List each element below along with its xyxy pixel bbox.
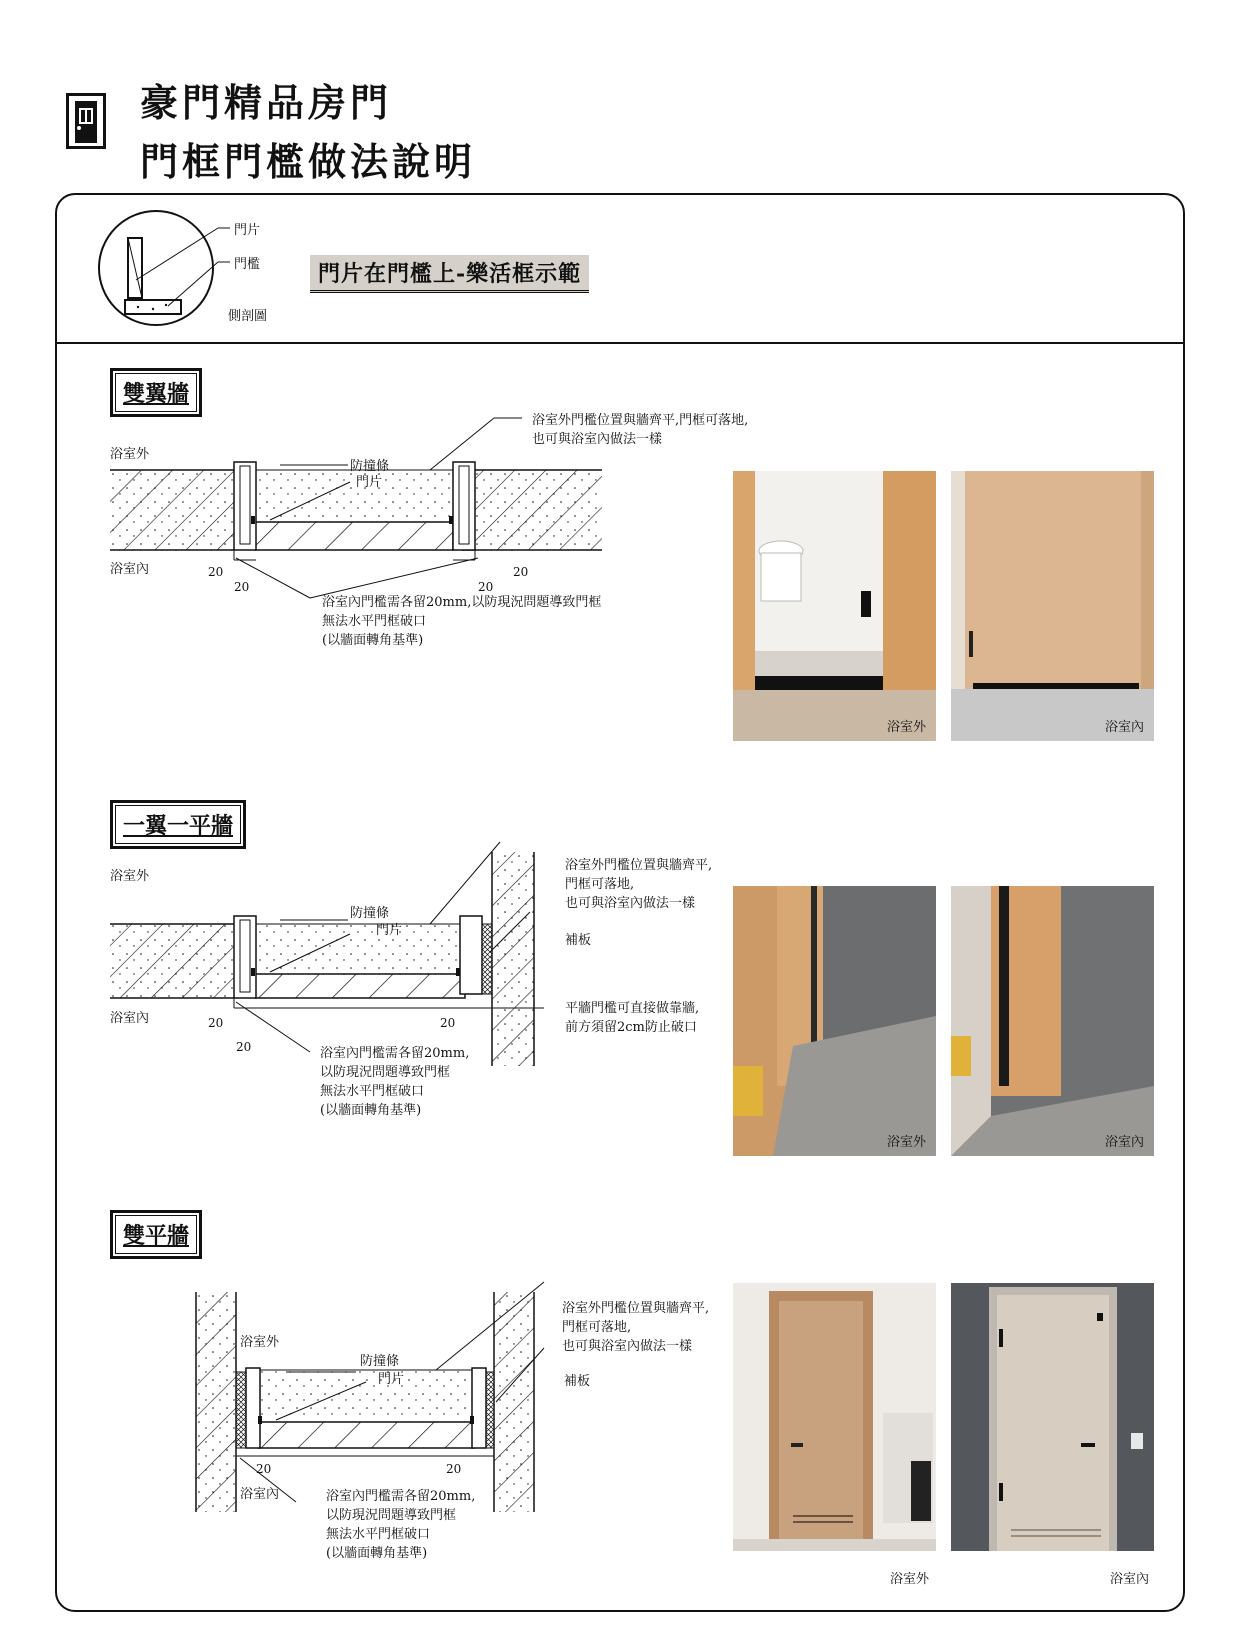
photo-bathroom-outside-2 bbox=[733, 886, 936, 1156]
section-1-outside-label: 浴室外 bbox=[110, 447, 150, 462]
dim-label: 20 bbox=[440, 1016, 456, 1030]
section-2-inside-label: 浴室內 bbox=[110, 1011, 150, 1026]
photo-bathroom-inside-3 bbox=[951, 1283, 1154, 1551]
dim-label: 20 bbox=[236, 1040, 252, 1054]
section-2-bumper-label: 防撞條 bbox=[350, 906, 390, 921]
photo-bathroom-outside-3 bbox=[733, 1283, 936, 1551]
section-1-note-top: 浴室外門檻位置與牆齊平,門框可落地, 也可與浴室內做法一樣 bbox=[532, 413, 749, 447]
section-tag-double-wing: 雙翼牆 bbox=[110, 368, 202, 417]
section-2-filler-label: 補板 bbox=[565, 933, 592, 948]
title-line-1: 豪門精品房門 bbox=[140, 80, 393, 125]
photo-label: 浴室外 bbox=[886, 1135, 926, 1150]
legend-section-label: 側剖圖 bbox=[228, 309, 268, 324]
section-2-note-top: 浴室外門檻位置與牆齊平, 門框可落地, 也可與浴室內做法一樣 bbox=[565, 858, 713, 911]
section-3-note-top: 浴室外門檻位置與牆齊平, 門框可落地, 也可與浴室內做法一樣 bbox=[562, 1301, 710, 1354]
dim-label: 20 bbox=[234, 580, 250, 594]
section-3-bumper-label: 防撞條 bbox=[360, 1354, 400, 1369]
section-3-outside-label: 浴室外 bbox=[240, 1335, 280, 1350]
section-1-bumper-label: 防撞條 bbox=[350, 459, 390, 474]
dim-label: 20 bbox=[208, 1016, 224, 1030]
dim-label: 20 bbox=[478, 580, 494, 594]
photo-bathroom-inside-1 bbox=[951, 471, 1154, 741]
section-3-diagram bbox=[196, 1292, 556, 1512]
section-2-note-flat: 平牆門檻可直接做靠牆, 前方須留2cm防止破口 bbox=[565, 1001, 700, 1035]
legend-sill-label: 門檻 bbox=[234, 257, 261, 272]
photo-bathroom-outside-1 bbox=[733, 471, 936, 741]
photo-label: 浴室內 bbox=[1110, 1572, 1150, 1587]
section-2-door-label: 門片 bbox=[376, 923, 403, 938]
brand-logo-icon bbox=[66, 93, 106, 149]
section-2-diagram bbox=[110, 852, 590, 1072]
section-1-door-label: 門片 bbox=[356, 475, 383, 490]
section-3-door-label: 門片 bbox=[378, 1372, 405, 1387]
dim-label: 20 bbox=[256, 1462, 272, 1476]
photo-bathroom-inside-2 bbox=[951, 886, 1154, 1156]
photo-label: 浴室外 bbox=[886, 720, 926, 735]
section-1-inside-label: 浴室內 bbox=[110, 562, 150, 577]
section-3-note-bottom: 浴室內門檻需各留20mm, 以防現況問題導致門框 無法水平門框破口 (以牆面轉角基準) bbox=[326, 1489, 476, 1561]
section-2-note-bottom: 浴室內門檻需各留20mm, 以防現況問題導致門框 無法水平門框破口 (以牆面轉角基準) bbox=[320, 1046, 470, 1118]
legend-section-icon bbox=[98, 210, 238, 330]
photo-label: 浴室內 bbox=[1104, 720, 1144, 735]
dim-label: 20 bbox=[208, 565, 224, 579]
dim-label: 20 bbox=[513, 565, 529, 579]
example-heading: 門片在門檻上-樂活框示範 bbox=[310, 255, 589, 293]
section-tag-one-wing-one-flat: 一翼一平牆 bbox=[110, 800, 246, 849]
panel-divider bbox=[55, 342, 1185, 344]
section-3-filler-label: 補板 bbox=[564, 1374, 591, 1389]
photo-label: 浴室外 bbox=[890, 1572, 930, 1587]
section-tag-double-flat: 雙平牆 bbox=[110, 1210, 202, 1259]
dim-label: 20 bbox=[446, 1462, 462, 1476]
title-line-2: 門框門檻做法說明 bbox=[140, 139, 477, 184]
photo-label: 浴室內 bbox=[1104, 1135, 1144, 1150]
section-2-outside-label: 浴室外 bbox=[110, 869, 150, 884]
section-1-note-bottom: 浴室內門檻需各留20mm,以防現況問題導致門框 無法水平門框破口 (以牆面轉角基準) bbox=[322, 595, 602, 648]
section-3-inside-label: 浴室內 bbox=[240, 1487, 280, 1502]
legend-door-label: 門片 bbox=[234, 223, 261, 238]
